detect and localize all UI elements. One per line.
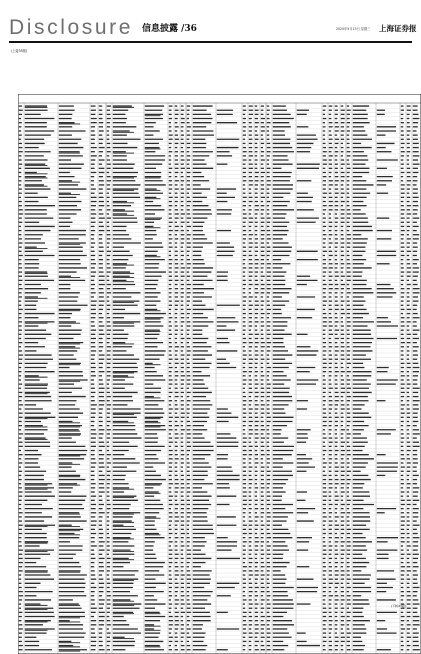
section-title: 信息披露 /36 [142, 24, 197, 34]
table-continuation-note: (上接35版) [11, 49, 28, 53]
table-frame [18, 94, 421, 654]
table-grid [18, 94, 421, 654]
table-panel [266, 103, 346, 654]
table-panel [186, 103, 266, 654]
page-header [0, 0, 421, 38]
section-wordmark: Disclosure [9, 16, 134, 39]
header-rule [9, 41, 412, 43]
continued-note: (下转37版) [391, 604, 407, 608]
table-panel [106, 103, 186, 654]
table-panel [346, 103, 421, 654]
newspaper-logo: 上海证券报 [379, 24, 417, 33]
table-panel [18, 103, 106, 654]
issue-date: 2020年9月13日 星期三 [336, 27, 371, 31]
disclosure-table [9, 47, 412, 607]
